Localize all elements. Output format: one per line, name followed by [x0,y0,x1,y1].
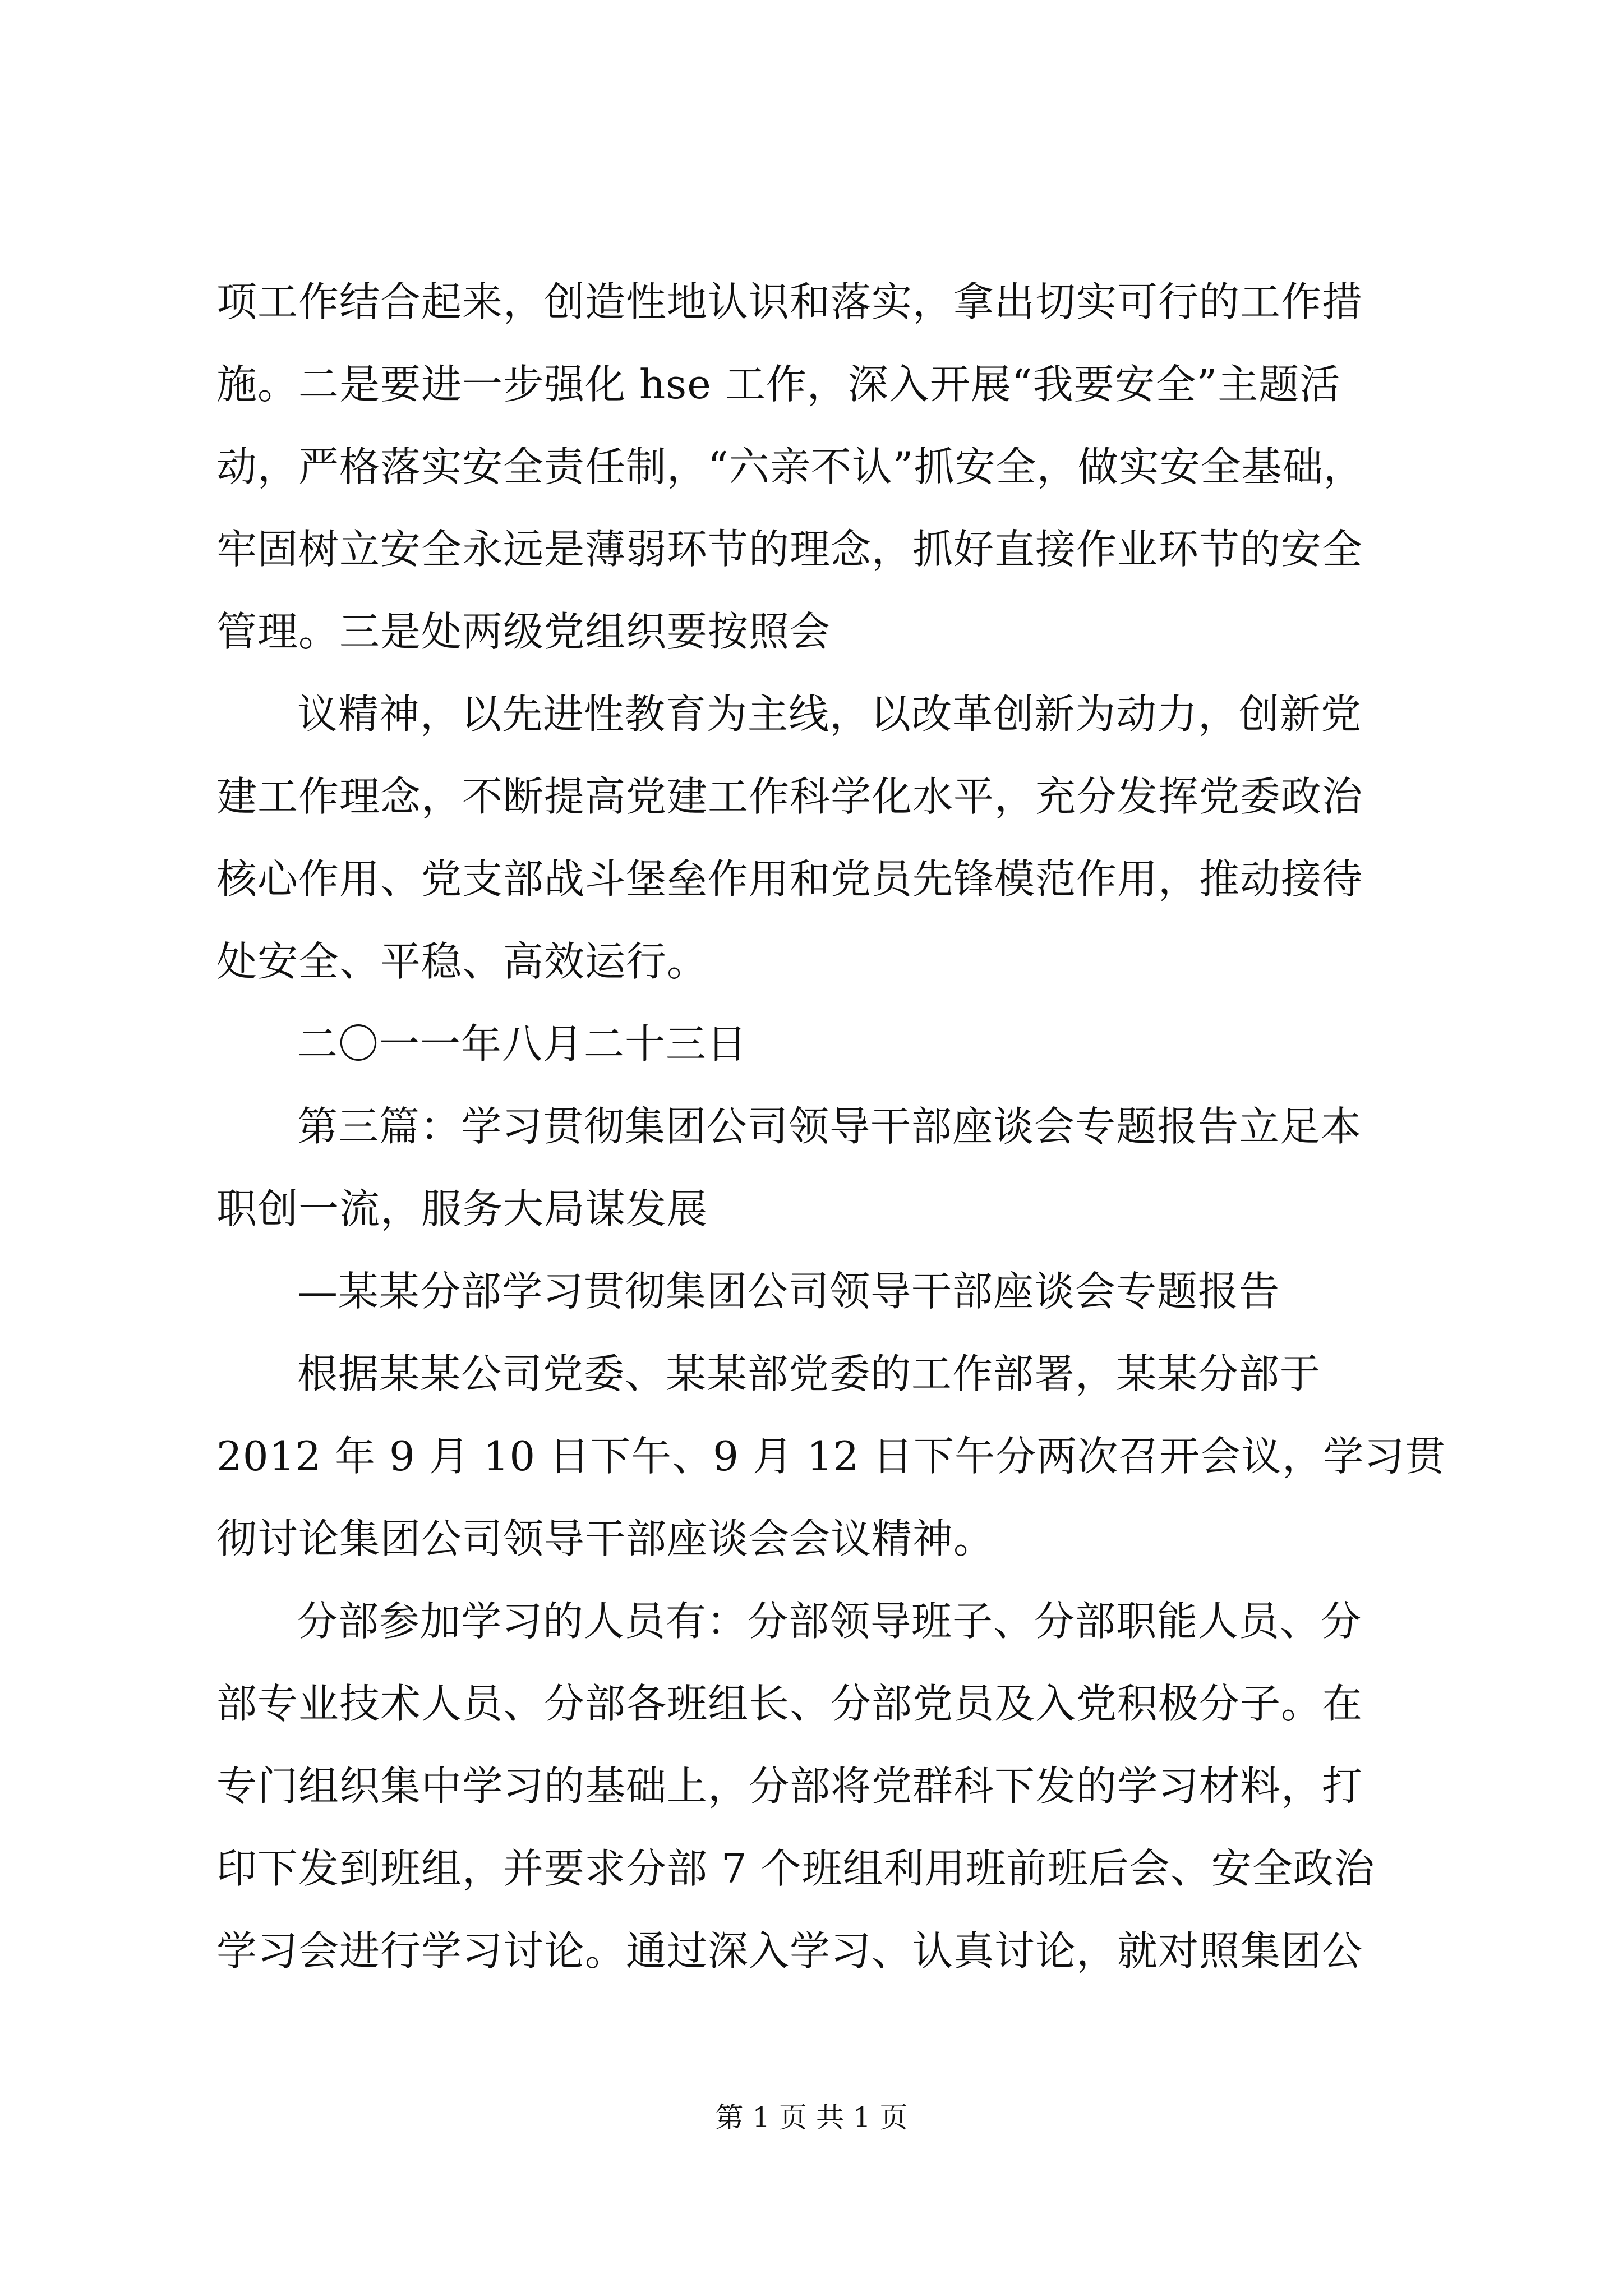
paragraph-line: 处安全、平稳、高效运行。 [216,938,708,985]
date-line: 二〇一一年八月二十三日 [297,1020,748,1068]
page-footer: 第 1 页 共 1 页 [715,2101,908,2134]
section-heading-continued: 职创一流，服务大局谋发展 [216,1185,708,1232]
paragraph-line: 分部参加学习的人员有：分部领导班子、分部职能人员、分 [297,1598,1362,1645]
paragraph-line: 动，严格落实安全责任制，“六亲不认”抓安全，做实安全基础， [216,443,1364,490]
paragraph-line: 牢固树立安全永远是薄弱环节的理念，抓好直接作业环节的安全 [216,526,1363,573]
subtitle-line: —某某分部学习贯彻集团公司领导干部座谈会专题报告 [297,1268,1280,1315]
paragraph-line: 2012 年 9 月 10 日下午、9 月 12 日下午分两次召开会议，学习贯 [216,1433,1446,1480]
paragraph-line: 部专业技术人员、分部各班组长、分部党员及入党积极分子。在 [216,1680,1363,1727]
paragraph-line: 印下发到班组，并要求分部 7 个班组利用班前班后会、安全政治 [216,1845,1375,1892]
section-heading: 第三篇：学习贯彻集团公司领导干部座谈会专题报告立足本 [297,1103,1362,1150]
paragraph-line: 学习会进行学习讨论。通过深入学习、认真讨论，就对照集团公 [216,1927,1363,1975]
paragraph-line: 管理。三是处两级党组织要按照会 [216,608,831,655]
paragraph-line: 项工作结合起来，创造性地认识和落实，拿出切实可行的工作措 [216,278,1363,325]
paragraph-line: 核心作用、党支部战斗堡垒作用和党员先锋模范作用，推动接待 [216,855,1363,903]
document-body [216,261,1446,1993]
paragraph-line: 根据某某公司党委、某某部党委的工作部署，某某分部于 [297,1350,1321,1397]
paragraph-line: 议精神，以先进性教育为主线，以改革创新为动力，创新党 [297,691,1362,738]
paragraph-line: 建工作理念，不断提高党建工作科学化水平，充分发挥党委政治 [216,773,1363,820]
paragraph-line: 专门组织集中学习的基础上，分部将党群科下发的学习材料，打 [216,1763,1363,1810]
paragraph-line: 施。二是要进一步强化 hse 工作，深入开展“我要安全”主题活 [216,361,1341,408]
paragraph-line: 彻讨论集团公司领导干部座谈会会议精神。 [216,1515,995,1562]
